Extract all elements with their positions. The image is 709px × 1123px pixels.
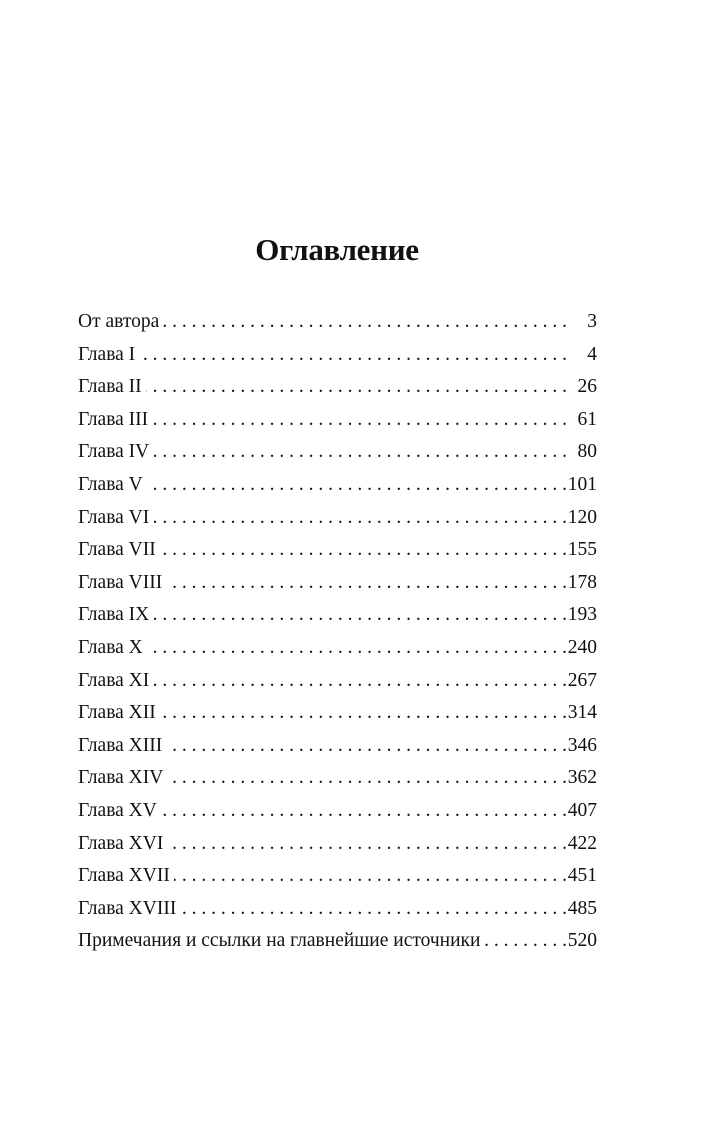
dot-leader [161,795,567,828]
toc-entry [78,567,597,600]
dot-leader [160,534,567,567]
dot-leader [153,599,567,632]
dot-leader [174,860,567,893]
toc-entry-label: Глава XVII [78,865,170,887]
toc-entry [78,404,597,437]
dot-leader [139,339,567,372]
toc-entry [78,795,597,828]
toc-entry [78,306,597,339]
table-of-contents [78,306,597,958]
toc-entry [78,925,597,958]
toc-entry [78,730,597,763]
toc-entry [78,371,597,404]
toc-entry-page-number: 314 [567,702,597,724]
toc-entry-page-number: 26 [577,376,597,398]
dot-leader [153,665,567,698]
toc-entry-label: Глава II [78,376,142,398]
dot-leader [146,371,567,404]
toc-entry-label: Глава X [78,636,143,658]
page-title: Оглавление [255,232,419,267]
toc-entry-page-number: 61 [577,408,597,430]
toc-entry [78,469,597,502]
toc-entry-page-number: 485 [567,897,597,919]
toc-entry-page-number: 80 [577,441,597,463]
dot-leader [166,730,567,763]
toc-entry-page-number: 362 [567,767,597,789]
toc-entry-page-number: 120 [567,506,597,528]
toc-entry [78,762,597,795]
toc-entry-label: Примечания и ссылки на главнейшие источники [78,930,481,952]
toc-entry-label: Глава XVI [78,832,164,854]
dot-leader [147,632,567,665]
toc-entry [78,502,597,535]
toc-entry [78,534,597,567]
dot-leader [180,893,567,926]
dot-leader [163,306,567,339]
dot-leader [160,697,567,730]
toc-entry [78,339,597,372]
toc-entry-page-number: 101 [567,473,597,495]
toc-entry-page-number: 178 [567,571,597,593]
toc-entry-label: Глава VII [78,539,156,561]
dot-leader [484,925,567,958]
toc-entry-page-number: 407 [567,799,597,821]
dot-leader [167,828,567,861]
toc-entry [78,665,597,698]
toc-entry-label: Глава IV [78,441,150,463]
toc-entry-page-number: 155 [567,539,597,561]
toc-entry-label: Глава I [78,343,136,365]
toc-entry [78,599,597,632]
toc-entry [78,697,597,730]
toc-entry [78,632,597,665]
toc-entry-page-number: 3 [587,311,597,332]
dot-leader [153,436,567,469]
toc-entry-label: Глава XV [78,799,157,821]
toc-entry-page-number: 267 [567,669,597,691]
dot-leader [147,469,567,502]
toc-entry-label: От автора [78,311,160,332]
toc-entry-page-number: 451 [567,865,597,887]
toc-entry-page-number: 4 [587,343,597,365]
toc-entry-label: Глава IX [78,604,150,626]
dot-leader [167,762,567,795]
toc-entry-label: Глава III [78,408,149,430]
toc-entry-page-number: 520 [567,930,597,952]
dot-leader [152,404,567,437]
toc-entry-page-number: 240 [567,636,597,658]
toc-entry-page-number: 422 [567,832,597,854]
dot-leader [153,502,567,535]
toc-entry [78,436,597,469]
dot-leader [166,567,567,600]
toc-entry [78,893,597,926]
toc-entry [78,828,597,861]
toc-entry-label: Глава VI [78,506,150,528]
toc-entry-label: Глава V [78,473,143,495]
toc-entry-label: Глава XIII [78,734,163,756]
toc-entry-label: Глава XVIII [78,897,177,919]
toc-entry-page-number: 346 [567,734,597,756]
toc-entry-label: Глава XII [78,702,156,724]
toc-entry-label: Глава VIII [78,571,163,593]
toc-entry-label: Глава XI [78,669,150,691]
toc-entry-label: Глава XIV [78,767,164,789]
toc-entry [78,860,597,893]
toc-entry-page-number: 193 [567,604,597,626]
